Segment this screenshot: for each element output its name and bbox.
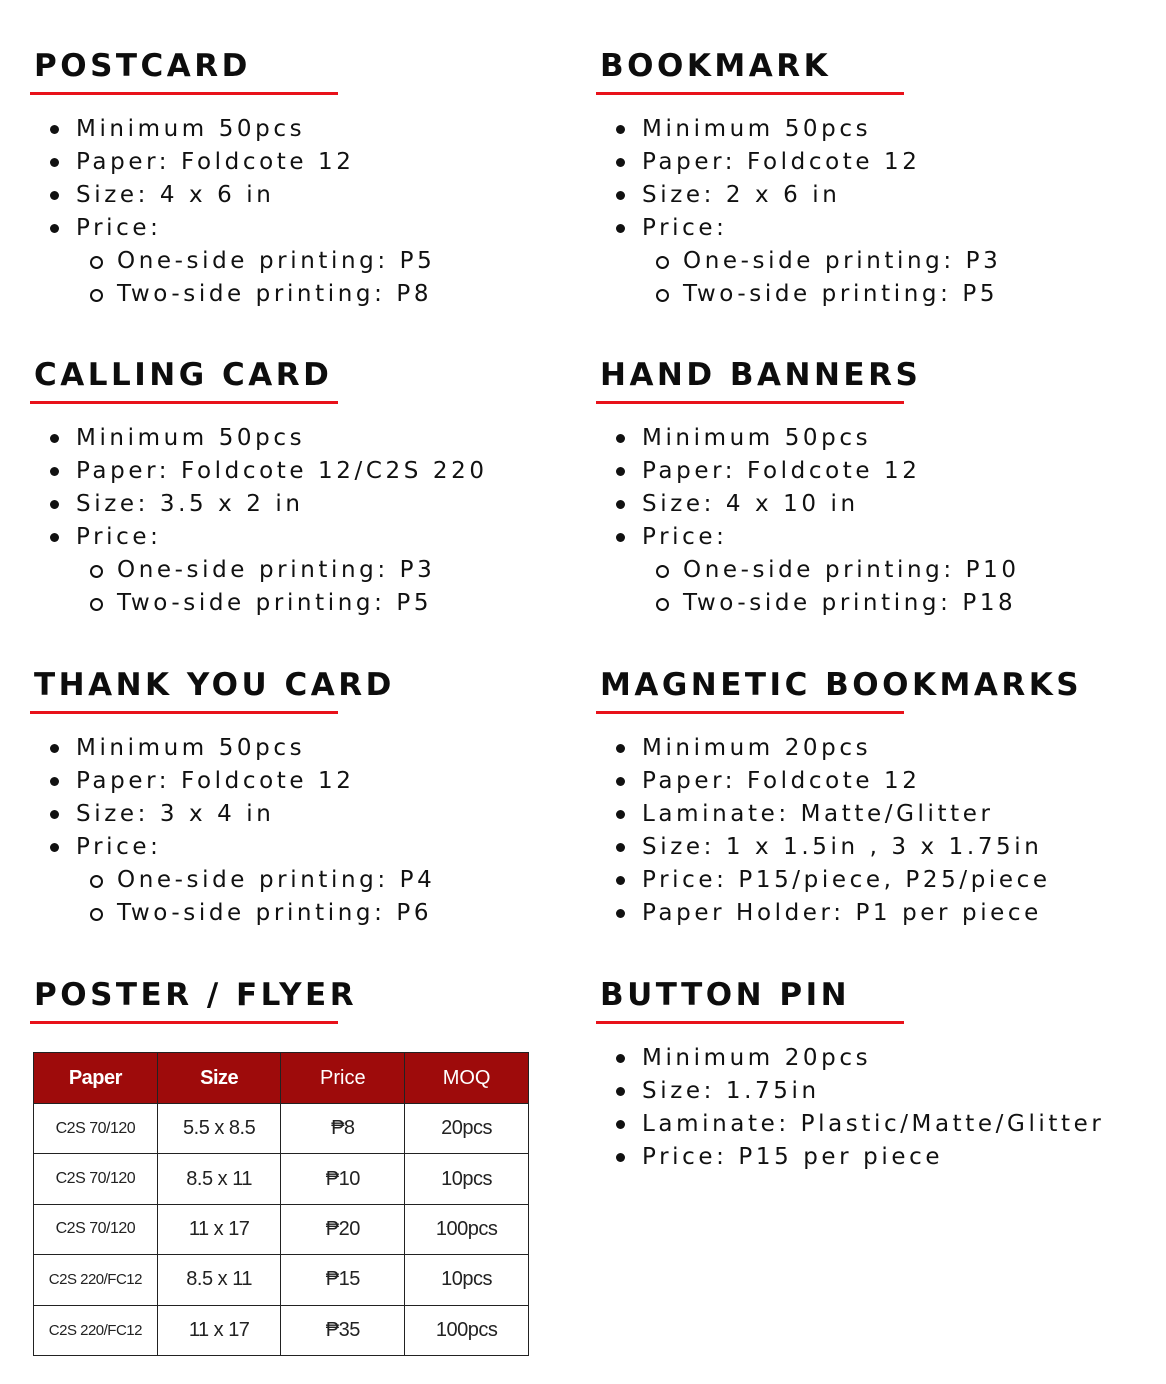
cell-moq: 10pcs [405,1255,529,1305]
list-item: Paper: Foldcote 12/C2S 220 [30,455,590,488]
title-underline [596,92,904,95]
cell-price: ₱8 [281,1104,405,1154]
cell-size: 8.5 x 11 [157,1154,281,1204]
spec-list [596,422,1156,620]
list-item: Price: P15/piece, P25/piece [596,864,1156,897]
cell-paper: C2S 70/120 [34,1204,158,1254]
sub-list-item: One-side printing: P10 [596,554,1156,587]
title-underline [30,401,338,404]
section-calling-card [30,355,590,620]
cell-paper: C2S 220/FC12 [34,1305,158,1355]
table-row [34,1154,529,1204]
sub-list-item: Two-side printing: P8 [30,278,590,311]
sub-list-item: Two-side printing: P6 [30,897,590,930]
section-title: BOOKMARK [600,48,832,84]
cell-price: ₱35 [281,1305,405,1355]
table-row [34,1204,529,1254]
list-item: Price: [30,831,590,864]
list-item: Minimum 20pcs [596,1042,1156,1075]
cell-paper: C2S 70/120 [34,1104,158,1154]
title-underline [30,1021,338,1024]
cell-moq: 10pcs [405,1154,529,1204]
sub-list-item: One-side printing: P4 [30,864,590,897]
title-underline [596,1021,904,1024]
title-underline [30,92,338,95]
cell-paper: C2S 220/FC12 [34,1255,158,1305]
list-item: Paper: Foldcote 12 [30,765,590,798]
list-item: Price: [30,212,590,245]
cell-size: 11 x 17 [157,1305,281,1355]
sub-list-item: Two-side printing: P18 [596,587,1156,620]
cell-size: 5.5 x 8.5 [157,1104,281,1154]
cell-size: 8.5 x 11 [157,1255,281,1305]
sub-list-item: One-side printing: P3 [596,245,1156,278]
cell-paper: C2S 70/120 [34,1154,158,1204]
cell-price: ₱15 [281,1255,405,1305]
spec-list [596,113,1156,311]
sub-list-item: Two-side printing: P5 [30,587,590,620]
section-title: MAGNETIC BOOKMARKS [600,667,1083,703]
cell-moq: 100pcs [405,1204,529,1254]
list-item: Size: 4 x 6 in [30,179,590,212]
list-item: Size: 3.5 x 2 in [30,488,590,521]
table-row [34,1255,529,1305]
cell-size: 11 x 17 [157,1204,281,1254]
list-item: Size: 3 x 4 in [30,798,590,831]
list-item: Laminate: Plastic/Matte/Glitter [596,1108,1156,1141]
list-item: Paper Holder: P1 per piece [596,897,1156,930]
section-magnetic-bookmarks [596,665,1156,930]
title-underline [30,711,338,714]
list-item: Minimum 50pcs [596,422,1156,455]
spec-list [30,113,590,311]
section-thank-you-card [30,665,590,930]
list-item: Minimum 50pcs [30,732,590,765]
list-item: Minimum 50pcs [596,113,1156,146]
column-header-paper: Paper [34,1053,158,1104]
title-underline [596,401,904,404]
table-row [34,1305,529,1355]
table-row [34,1104,529,1154]
section-title: THANK YOU CARD [34,667,395,703]
sub-list-item: Two-side printing: P5 [596,278,1156,311]
list-item: Size: 1 x 1.5in , 3 x 1.75in [596,831,1156,864]
list-item: Price: [596,212,1156,245]
list-item: Size: 1.75in [596,1075,1156,1108]
sub-list-item: One-side printing: P5 [30,245,590,278]
list-item: Paper: Foldcote 12 [596,146,1156,179]
list-item: Size: 4 x 10 in [596,488,1156,521]
list-item: Paper: Foldcote 12 [596,455,1156,488]
list-item: Price: [30,521,590,554]
column-header-size: Size [157,1053,281,1104]
title-underline [596,711,904,714]
section-title: POSTCARD [34,48,251,84]
cell-moq: 20pcs [405,1104,529,1154]
section-button-pin [596,975,1156,1174]
list-item: Minimum 50pcs [30,113,590,146]
list-item: Paper: Foldcote 12 [596,765,1156,798]
spec-list [596,1042,1156,1174]
list-item: Laminate: Matte/Glitter [596,798,1156,831]
spec-list [596,732,1156,930]
sub-list-item: One-side printing: P3 [30,554,590,587]
list-item: Price: [596,521,1156,554]
cell-price: ₱20 [281,1204,405,1254]
list-item: Price: P15 per piece [596,1141,1156,1174]
list-item: Paper: Foldcote 12 [30,146,590,179]
spec-list [30,422,590,620]
section-title: CALLING CARD [34,357,333,393]
cell-moq: 100pcs [405,1305,529,1355]
section-hand-banners [596,355,1156,620]
spec-list [30,732,590,930]
table-header-row [34,1053,529,1104]
cell-price: ₱10 [281,1154,405,1204]
poster-price-table [33,1052,529,1356]
section-title: HAND BANNERS [600,357,922,393]
section-postcard [30,46,590,311]
section-title: BUTTON PIN [600,977,851,1013]
section-title: POSTER / FLYER [34,977,358,1013]
column-header-price: Price [281,1053,405,1104]
list-item: Size: 2 x 6 in [596,179,1156,212]
list-item: Minimum 20pcs [596,732,1156,765]
section-bookmark [596,46,1156,311]
list-item: Minimum 50pcs [30,422,590,455]
column-header-moq: MOQ [405,1053,529,1104]
section-poster-flyer [30,975,590,1024]
